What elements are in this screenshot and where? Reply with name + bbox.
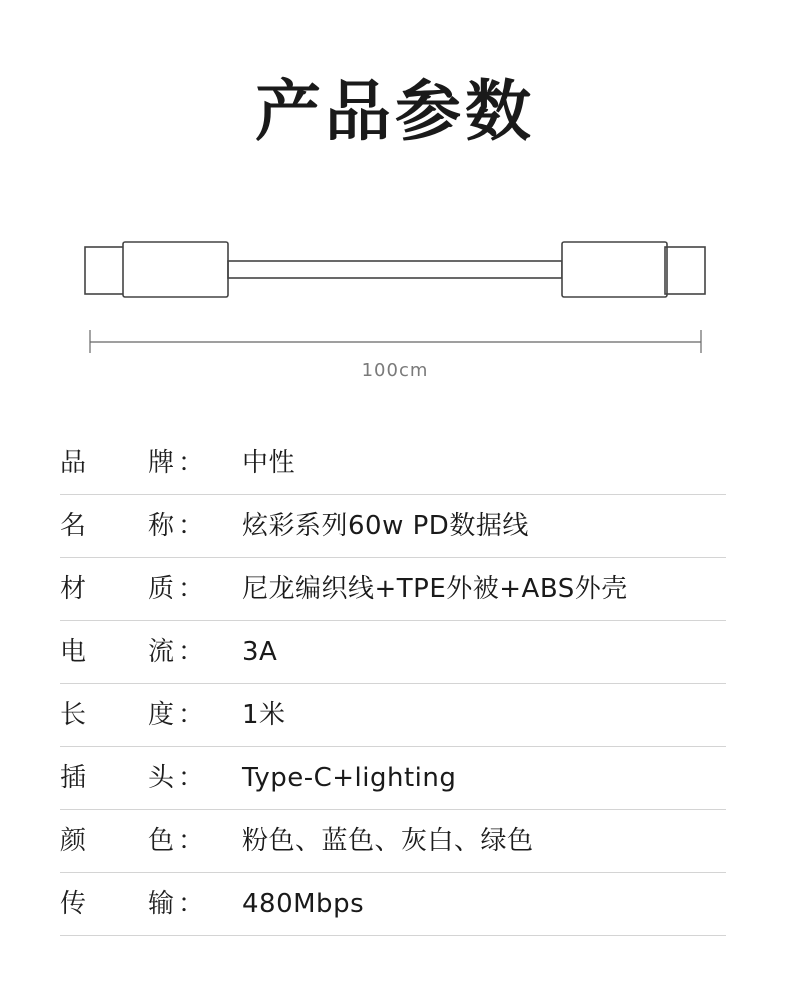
spec-key-char: 输 [148, 889, 175, 919]
page-title: 产品参数 [255, 73, 535, 150]
spec-colon: ： [178, 511, 205, 541]
spec-value: 1米 [242, 700, 286, 730]
spec-key-char: 电 [60, 637, 87, 667]
left-connector-housing [123, 242, 228, 297]
spec-row-brand [60, 432, 726, 495]
spec-colon: ： [178, 889, 205, 919]
spec-value: 480Mbps [242, 889, 365, 919]
spec-key-char: 度 [148, 700, 175, 730]
spec-value: 中性 [242, 448, 296, 478]
spec-colon: ： [178, 826, 205, 856]
spec-key-char: 品 [60, 448, 87, 478]
spec-key-char: 插 [60, 763, 87, 793]
spec-colon: ： [178, 763, 205, 793]
spec-key-char: 颜 [60, 826, 87, 856]
spec-key-char: 色 [148, 826, 175, 856]
spec-value: 尼龙编织线+TPE外被+ABS外壳 [242, 574, 628, 604]
spec-value: 炫彩系列60w PD数据线 [242, 511, 529, 541]
spec-list [60, 432, 726, 936]
spec-row-color [60, 810, 726, 873]
spec-row-name [60, 495, 726, 558]
spec-key-char: 材 [60, 574, 87, 604]
length-label: 100cm [361, 360, 429, 381]
cable-body [228, 261, 562, 278]
spec-key-char: 牌 [148, 448, 175, 478]
spec-key-char: 传 [60, 889, 87, 919]
spec-colon: ： [178, 700, 205, 730]
spec-row-current [60, 621, 726, 684]
spec-key-char: 流 [148, 637, 175, 667]
spec-key-char: 名 [60, 511, 87, 541]
spec-row-material [60, 558, 726, 621]
spec-colon: ： [178, 448, 205, 478]
spec-colon: ： [178, 574, 205, 604]
spec-key-char: 质 [148, 574, 175, 604]
spec-row-connector [60, 747, 726, 810]
right-plug-tip [665, 247, 705, 294]
spec-key-char: 称 [148, 511, 175, 541]
spec-value: 3A [242, 637, 278, 667]
spec-key-char: 头 [148, 763, 175, 793]
spec-row-transfer [60, 873, 726, 936]
right-connector-housing [562, 242, 667, 297]
spec-value: 粉色、蓝色、灰白、绿色 [242, 826, 534, 856]
spec-row-length [60, 684, 726, 747]
left-plug-tip [85, 247, 125, 294]
spec-colon: ： [178, 637, 205, 667]
spec-key-char: 长 [60, 700, 87, 730]
spec-value: Type-C+lighting [242, 763, 457, 793]
